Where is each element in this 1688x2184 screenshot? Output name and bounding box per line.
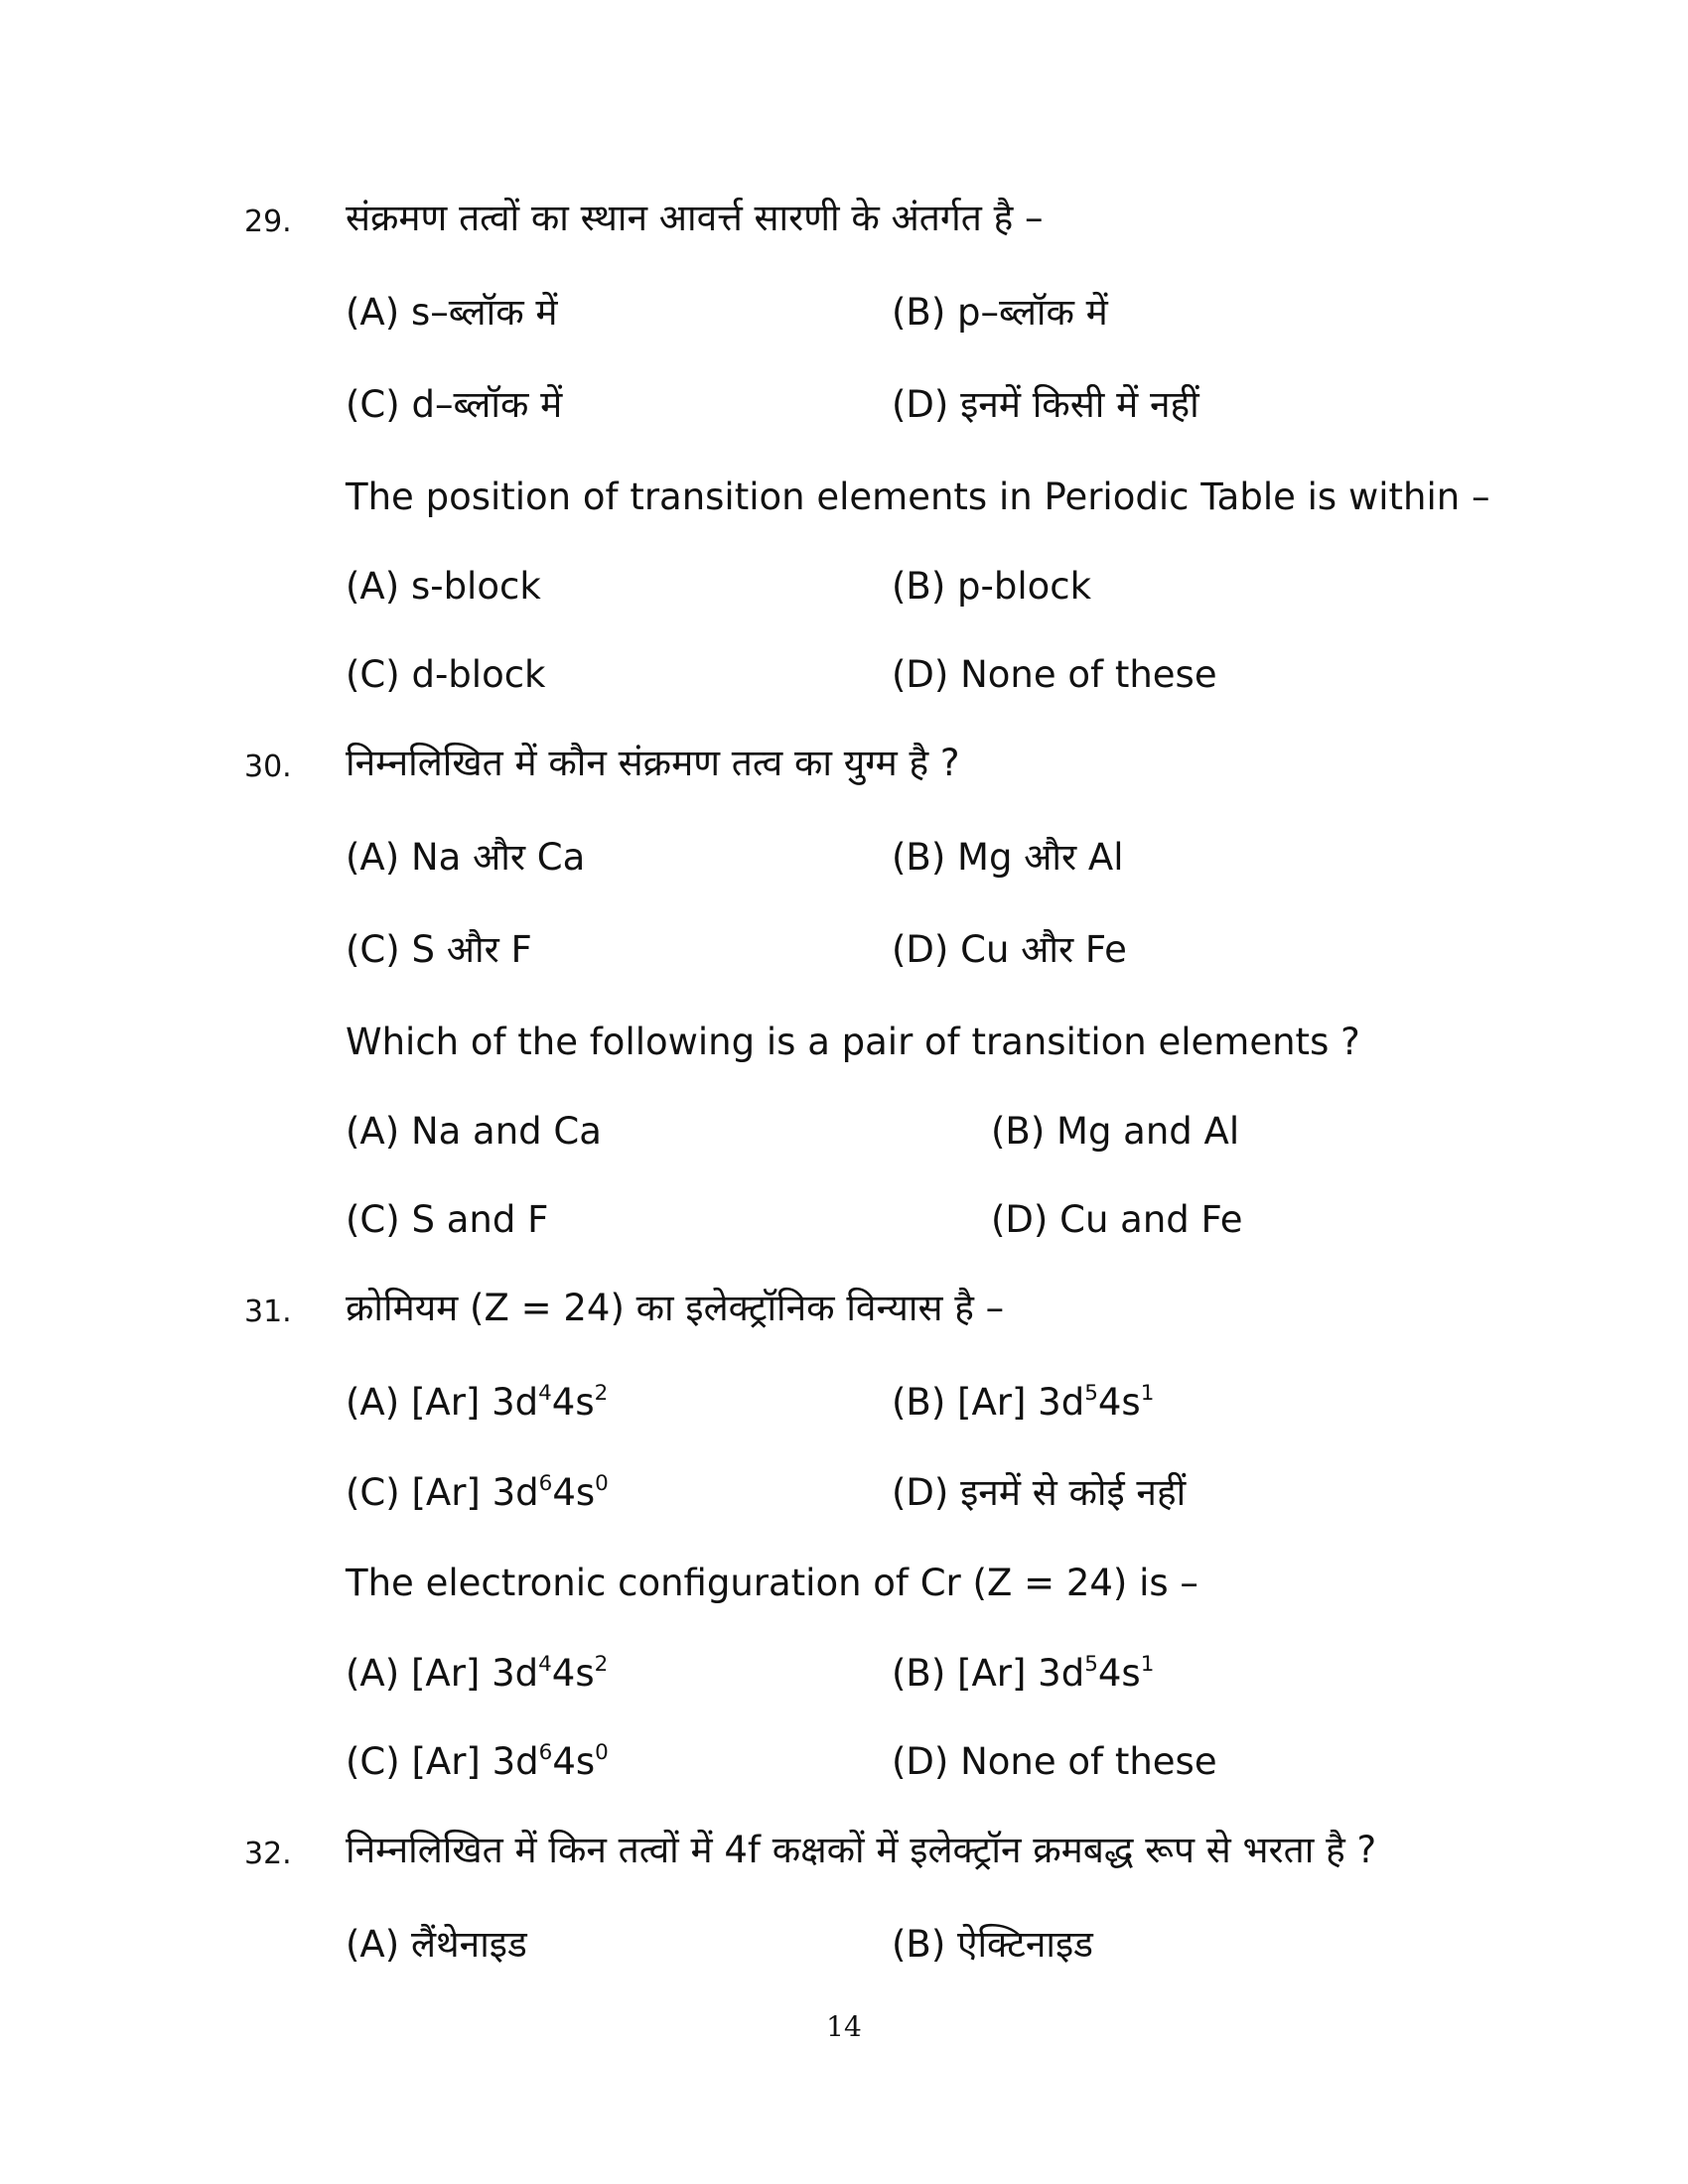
option-c-hindi: (C) d–ब्लॉक में [346,383,563,426]
option-b-hindi: (B) Mg और Al [892,836,1124,879]
page-number: 14 [826,2010,862,2043]
option-a-english: (A) [Ar] $3d^44s^2$ [346,1651,609,1695]
option-a-english: (A) s-block [346,565,541,608]
option-d-english: (D) None of these [892,1740,1217,1783]
option-a-hindi: (A) [Ar] $3d^44s^2$ [346,1380,609,1424]
question-stem-english: The electronic configuration of Cr (Z = 24) is – [346,1562,1198,1604]
question-stem-english: The position of transition elements in Periodic Table is within – [346,476,1490,518]
question-number: 31. [244,1295,292,1329]
option-a-hindi: (A) s–ब्लॉक में [346,291,558,334]
option-c-english: (C) d-block [346,653,546,696]
question-stem-hindi: निम्नलिखित में कौन संक्रमण तत्व का युग्म है ? [346,742,960,784]
option-d-hindi: (D) इनमें किसी में नहीं [892,383,1199,426]
option-c-hindi: (C) S और F [346,928,532,971]
option-c-hindi: (C) [Ar] $3d^64s^0$ [346,1470,609,1514]
option-c-english: (C) S and F [346,1198,549,1241]
question-number: 29. [244,205,292,239]
option-d-english: (D) Cu and Fe [991,1198,1243,1241]
question-stem-hindi: संक्रमण तत्वों का स्थान आवर्त्त सारणी के अंतर्गत है – [346,197,1044,239]
option-b-hindi: (B) ऐक्टिनाइड [892,1923,1093,1966]
question-stem-hindi: क्रोमियम (Z = 24) का इलेक्ट्रॉनिक विन्यास है – [346,1287,1005,1329]
option-d-hindi: (D) Cu और Fe [892,928,1127,971]
question-number: 32. [244,1837,292,1871]
question-stem-hindi: निम्नलिखित में किन तत्वों में 4f कक्षकों में इलेक्ट्रॉन क्रमबद्ध रूप से भरता है ? [346,1829,1377,1871]
option-b-hindi: (B) [Ar] $3d^54s^1$ [892,1380,1155,1424]
option-d-english: (D) None of these [892,653,1217,696]
option-b-english: (B) Mg and Al [991,1110,1240,1153]
option-a-hindi: (A) Na और Ca [346,836,586,879]
option-a-hindi: (A) लैंथेनाइड [346,1923,527,1966]
option-b-english: (B) p-block [892,565,1092,608]
option-b-english: (B) [Ar] $3d^54s^1$ [892,1651,1155,1695]
option-a-english: (A) Na and Ca [346,1110,602,1153]
option-d-hindi: (D) इनमें से कोई नहीं [892,1471,1187,1514]
question-number: 30. [244,750,292,784]
option-b-hindi: (B) p–ब्लॉक में [892,291,1108,334]
question-stem-english: Which of the following is a pair of transition elements ? [346,1021,1360,1063]
option-c-english: (C) [Ar] $3d^64s^0$ [346,1739,609,1783]
